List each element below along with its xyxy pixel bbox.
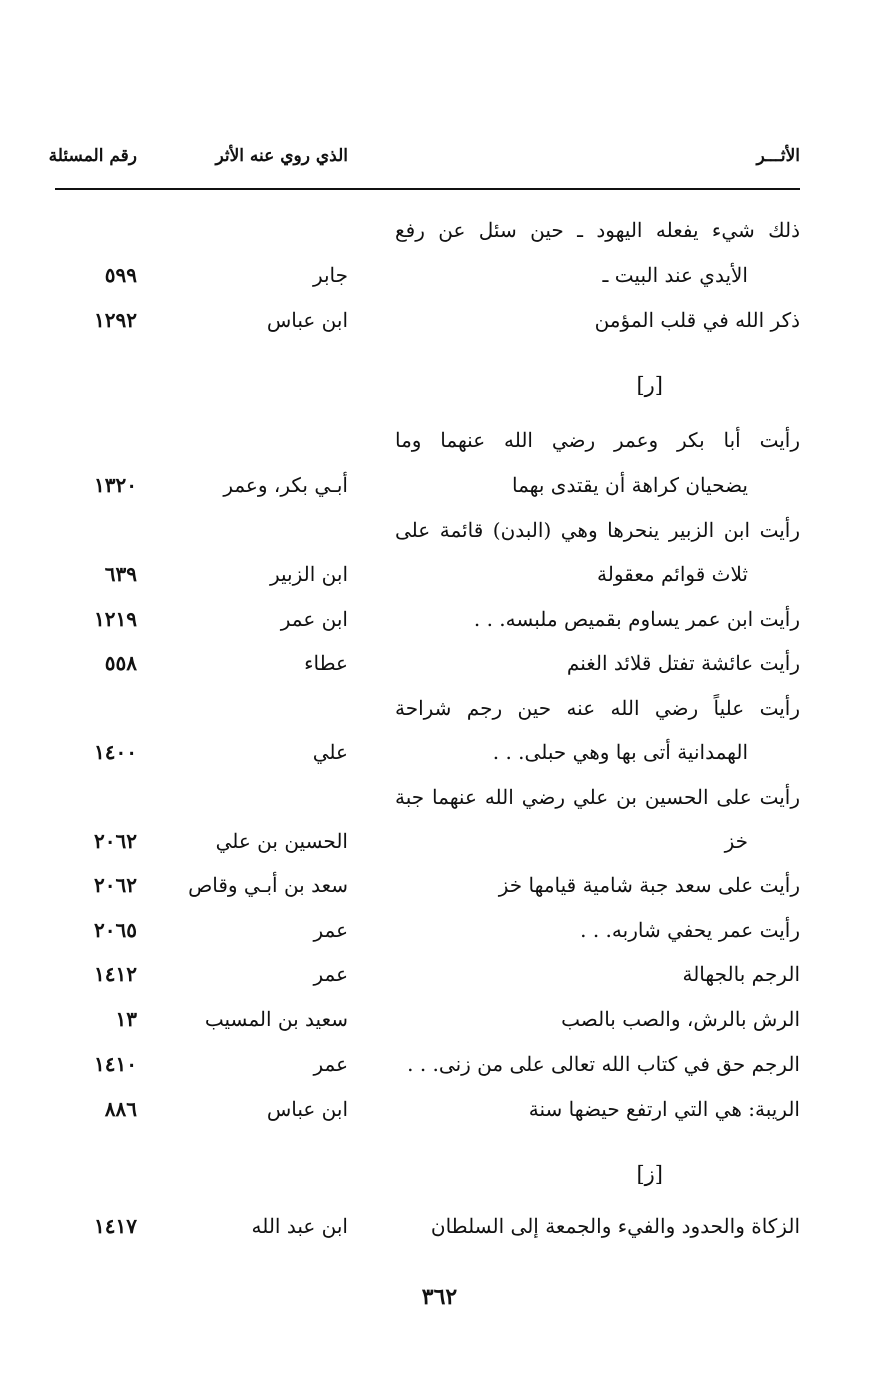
issue-number-cell: ٥٩٩ xyxy=(104,263,137,287)
athar-text-continued: ثلاث قوائم معقولة xyxy=(597,562,748,586)
issue-number-cell: ٨٨٦ xyxy=(104,1097,137,1121)
athar-text: رأيت أبا بكر وعمر رضي الله عنهما وما xyxy=(395,428,800,452)
issue-number-cell: ١٤٠٠ xyxy=(94,740,137,764)
athar-text: رأيت عائشة تفتل قلائد الغنم xyxy=(566,651,800,675)
narrator-cell: ابن عباس xyxy=(266,308,348,332)
narrator-cell: أبـي بكر، وعمر xyxy=(223,473,348,497)
athar-text-continued: الهمدانية أتى بها وهي حبلى. . . xyxy=(492,740,748,764)
table-row xyxy=(0,863,879,908)
narrator-cell: عمر xyxy=(313,962,348,986)
athar-text: رأيت على سعد جبة شامية قيامها خز xyxy=(498,873,800,897)
athar-text-continued: يضحيان كراهة أن يقتدى بهما xyxy=(511,473,748,497)
athar-text-continued: خز xyxy=(724,829,748,853)
narrator-cell: سعيد بن المسيب xyxy=(204,1007,348,1031)
narrator-cell: عمر xyxy=(313,918,348,942)
issue-number-cell: ١٢٩٢ xyxy=(94,308,137,332)
narrator-cell: الحسين بن علي xyxy=(215,829,348,853)
athar-text: الريبة: هي التي ارتفع حيضها سنة xyxy=(528,1097,800,1121)
athar-text: الرجم بالجهالة xyxy=(682,962,800,986)
table-row xyxy=(0,508,879,553)
issue-number-cell: ١٣ xyxy=(115,1007,137,1031)
issue-number-cell: ٢٠٦٢ xyxy=(94,873,137,897)
issue-number-cell: ٢٠٦٥ xyxy=(94,918,137,942)
table-row xyxy=(0,641,879,686)
table-row xyxy=(0,418,879,463)
narrator-cell: ابن الزبير xyxy=(269,562,348,586)
issue-number-cell: ١٣٢٠ xyxy=(94,473,137,497)
table-row xyxy=(0,908,879,953)
narrator-cell: ابن عبد الله xyxy=(251,1214,348,1238)
table-row xyxy=(0,775,879,820)
athar-text: رأيت ابن عمر يساوم بقميص ملبسه. . . xyxy=(473,607,800,631)
issue-number-cell: ١٤١٠ xyxy=(94,1052,137,1076)
narrator-cell: عمر xyxy=(313,1052,348,1076)
narrator-cell: ابن عمر xyxy=(280,607,348,631)
issue-number-cell: ١٤١٧ xyxy=(94,1214,137,1238)
issue-number-cell: ٥٥٨ xyxy=(104,651,137,675)
table-row-continuation xyxy=(0,819,879,864)
column-header-athar: الأثـــر xyxy=(756,146,800,166)
section-heading: [ز] xyxy=(636,1162,663,1186)
table-row-continuation xyxy=(0,463,879,508)
table-row xyxy=(0,1042,879,1087)
table-row xyxy=(0,208,879,253)
narrator-cell: علي xyxy=(312,740,348,764)
narrator-cell: سعد بن أبـي وقاص xyxy=(188,873,348,897)
issue-number-cell: ٦٣٩ xyxy=(104,562,137,586)
column-header-narrator: الذي روي عنه الأثر xyxy=(215,146,348,166)
athar-text: الرجم حق في كتاب الله تعالى على من زنى. . . xyxy=(407,1052,800,1076)
table-row xyxy=(0,597,879,642)
page-number: ٣٦٢ xyxy=(421,1284,458,1310)
table-row xyxy=(0,1087,879,1132)
athar-text: رأيت ابن الزبير ينحرها وهي (البدن) قائمة على xyxy=(395,518,800,542)
table-row-continuation xyxy=(0,253,879,298)
issue-number-cell: ٢٠٦٢ xyxy=(94,829,137,853)
athar-text: رأيت علياً رضي الله عنه حين رجم شراحة xyxy=(395,696,800,720)
table-row xyxy=(0,686,879,731)
athar-text: الزكاة والحدود والفيء والجمعة إلى السلطان xyxy=(430,1214,800,1238)
table-row xyxy=(0,997,879,1042)
table-row xyxy=(0,298,879,343)
issue-number-cell: ١٢١٩ xyxy=(94,607,137,631)
header-rule xyxy=(55,188,800,190)
athar-text: ذلك شيء يفعله اليهود ـ حين سئل عن رفع xyxy=(395,218,800,242)
athar-text: رأيت على الحسين بن علي رضي الله عنهما جبة xyxy=(395,785,800,809)
athar-text: الرش بالرش، والصب بالصب xyxy=(561,1007,800,1031)
table-row xyxy=(0,952,879,997)
athar-text: رأيت عمر يحفي شاربه. . . xyxy=(580,918,800,942)
athar-text-continued: الأيدي عند البيت ـ xyxy=(602,263,748,287)
narrator-cell: ابن عباس xyxy=(266,1097,348,1121)
table-row xyxy=(0,1204,879,1249)
athar-text: ذكر الله في قلب المؤمن xyxy=(594,308,800,332)
narrator-cell: جابر xyxy=(312,263,348,287)
issue-number-cell: ١٤١٢ xyxy=(94,962,137,986)
column-header-number: رقم المسئلة xyxy=(48,146,137,166)
section-heading: [ر] xyxy=(636,373,663,397)
table-row-continuation xyxy=(0,730,879,775)
table-row-continuation xyxy=(0,552,879,597)
narrator-cell: عطاء xyxy=(304,651,348,675)
